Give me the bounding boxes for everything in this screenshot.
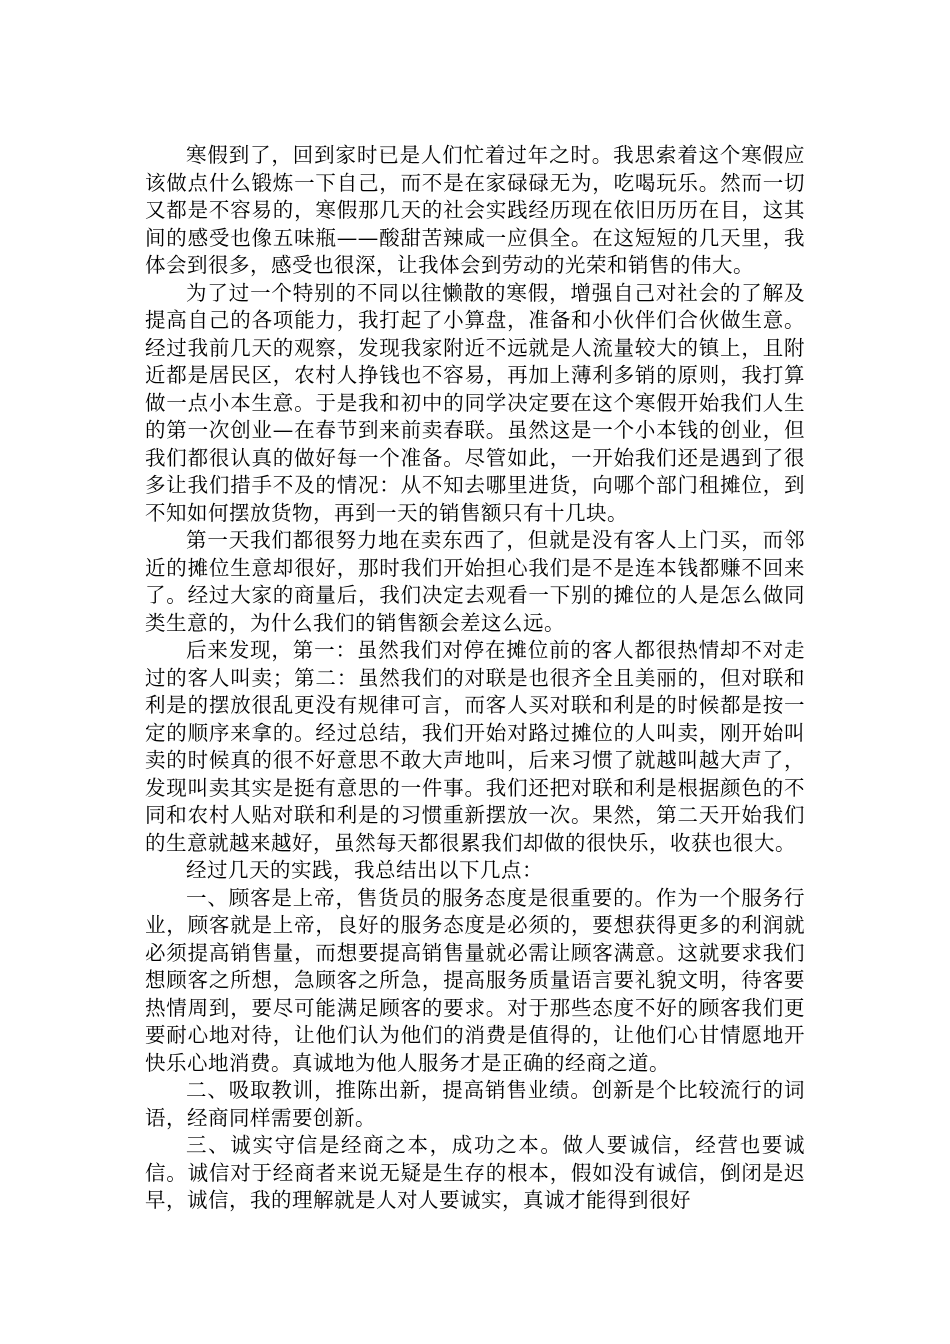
paragraph-6: 一、顾客是上帝，售货员的服务态度是很重要的。作为一个服务行业，顾客就是上帝，良好的服务态度是必须的，要想获得更多的利润就必须提高销售量，而想要提高销售量就必需让顾客满意。这就要求我们想顾客之所想，急顾客之所急，提高服务质量语言要礼貌文明，待客要热情周到，要尽可能满足顾客的要求。对于那些态度不好的顾客我们更要耐心地对待，让他们认为他们的消费是值得的，让他们心甘情愿地开快乐心地消费。真诚地为他人服务才是正确的经商之道。 xyxy=(145,885,805,1075)
paragraph-2: 为了过一个特别的不同以往懒散的寒假，增强自己对社会的了解及提高自己的各项能力，我打起了小算盘，准备和小伙伴们合伙做生意。经过我前几天的观察，发现我家附近不远就是人流量较大的镇上，且附近都是居民区，农村人挣钱也不容易，再加上薄利多销的原则，我打算做一点小本生意。于是我和初中的同学决定要在这个寒假开始我们人生的第一次创业—在春节到来前卖春联。虽然这是一个小本钱的创业，但我们都很认真的做好每一个准备。尽管如此，一开始我们还是遇到了很多让我们措手不及的情况：从不知去哪里进货，向哪个部门租摊位，到不知如何摆放货物，再到一天的销售额只有十几块。 xyxy=(145,280,805,525)
paragraph-3: 第一天我们都很努力地在卖东西了，但就是没有客人上门买，而邻近的摊位生意却很好，那时我们开始担心我们是不是连本钱都赚不回来了。经过大家的商量后，我们决定去观看一下别的摊位的人是怎么做同类生意的，为什么我们的销售额会差这么远。 xyxy=(145,528,805,635)
paragraph-7: 二、吸取教训，推陈出新，提高销售业绩。创新是个比较流行的词语，经商同样需要创新。 xyxy=(145,1078,805,1130)
paragraph-5: 经过几天的实践，我总结出以下几点： xyxy=(186,858,543,882)
paragraph-1: 寒假到了，回到家时已是人们忙着过年之时。我思索着这个寒假应该做点什么锻炼一下自己，而不是在家碌碌无为，吃喝玩乐。然而一切又都是不容易的，寒假那几天的社会实践经历现在依旧历历在目，这其间的感受也像五味瓶——酸甜苦辣咸一应俱全。在这短短的几天里，我体会到很多，感受也很深，让我体会到劳动的光荣和销售的伟大。 xyxy=(145,143,805,277)
paragraph-8: 三、诚实守信是经商之本，成功之本。做人要诚信，经营也要诚信。诚信对于经商者来说无疑是生存的根本，假如没有诚信，倒闭是迟早，诚信，我的理解就是人对人要诚实，真诚才能得到很好 xyxy=(145,1133,805,1212)
document-body xyxy=(145,142,805,1215)
paragraph-4: 后来发现，第一：虽然我们对停在摊位前的客人都很热情却不对走过的客人叫卖；第二：虽然我们的对联是也很齐全且美丽的，但对联和利是的摆放很乱更没有规律可言，而客人买对联和利是的时候都是按一定的顺序来拿的。经过总结，我们开始对路过摊位的人叫卖，刚开始叫卖的时候真的很不好意思不敢大声地叫，后来习惯了就越叫越大声了，发现叫卖其实是挺有意思的一件事。我们还把对联和利是根据颜色的不同和农村人贴对联和利是的习惯重新摆放一次。果然，第二天开始我们的生意就越来越好，虽然每天都很累我们却做的很快乐，收获也很大。 xyxy=(145,638,805,855)
